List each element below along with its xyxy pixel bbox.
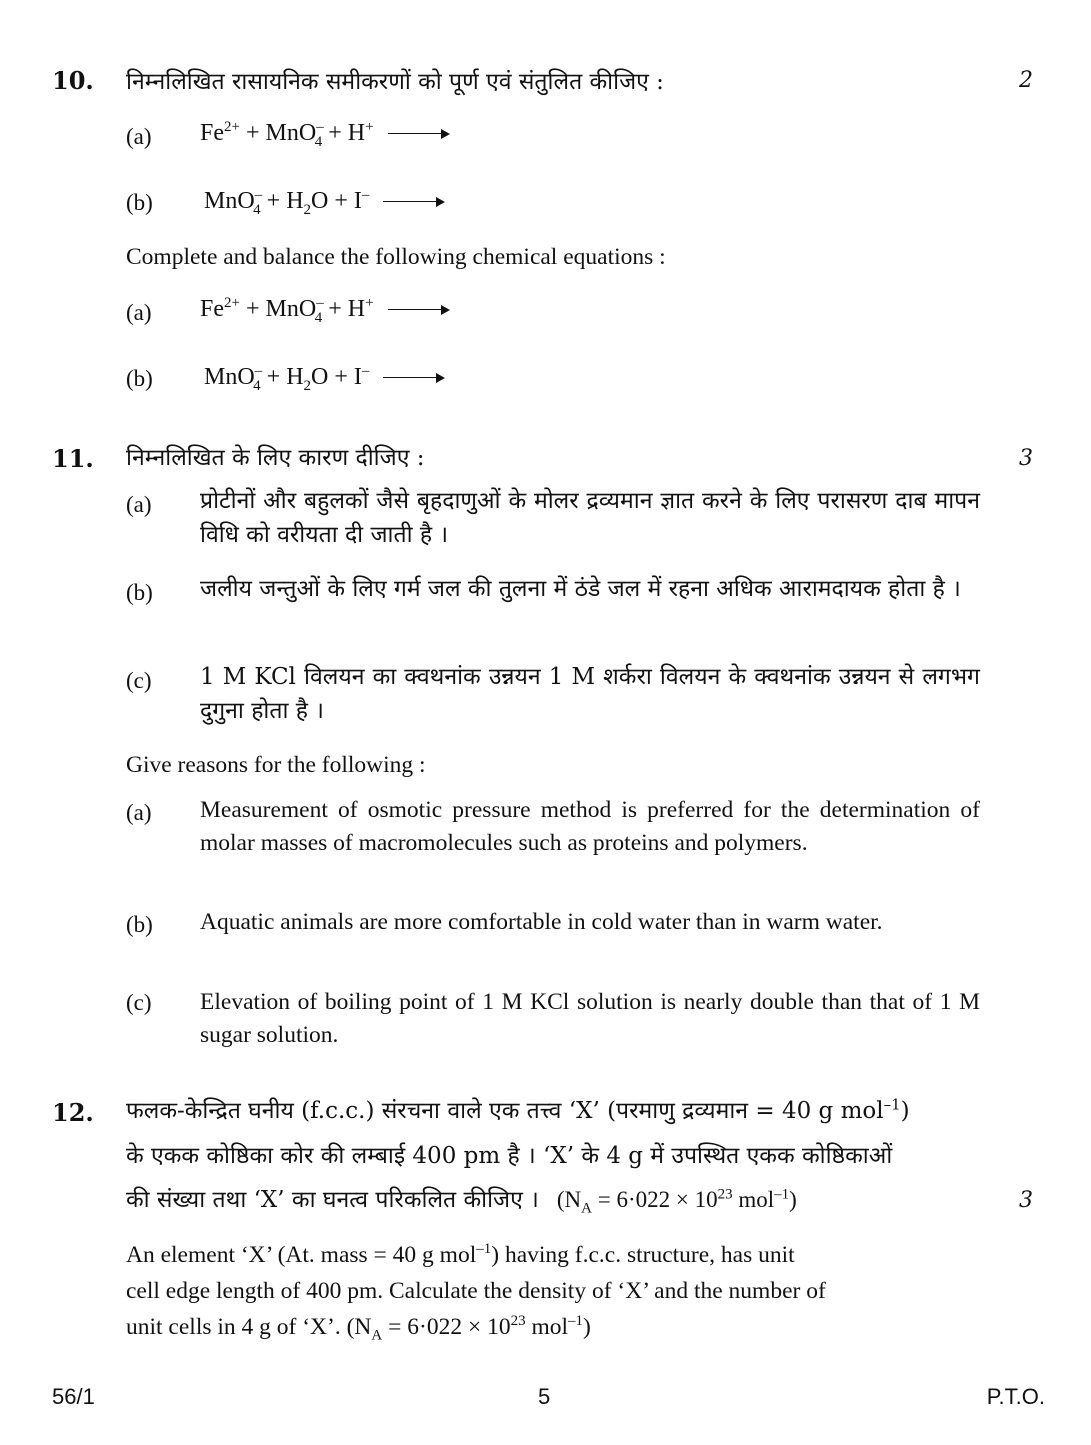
question-12-number: 12. (52, 1098, 94, 1127)
reaction-arrow-icon (383, 197, 445, 207)
question-10-marks: 2 (1019, 68, 1033, 93)
q10-hindi-equation-b: $MnO^-_4 + H_2O + I^-$ (204, 188, 445, 215)
question-12-hindi-line-2: के एकक कोष्ठिका कोर की लम्बाई 400 pm है । ‘X’ के 4 g में उपस्थित एकक कोष्ठिकाओं (126, 1143, 893, 1169)
q10-hindi-equation-a: $Fe^{2+} + MnO^-_4 + H^+$ (200, 120, 450, 147)
q11-english-part-a: Measurement of osmotic pressure method is preferred for the determination of molar masses of macromolecules such as proteins and polymers. (200, 797, 980, 856)
q11-hindi-part-b: जलीय जन्तुओं के लिए गर्म जल की तुलना में ठंडे जल में रहना अधिक आरामदायक होता है । (200, 576, 961, 602)
q10-hindi-label-a: (a) (126, 124, 152, 149)
q11-hindi-label-a: (a) (126, 492, 152, 517)
page-number: 5 (538, 1384, 551, 1409)
please-turn-over: P.T.O. (986, 1384, 1045, 1409)
q10-english-label-a: (a) (126, 300, 152, 325)
q10-hindi-label-b: (b) (126, 190, 153, 215)
question-11-english-stem: Give reasons for the following : (126, 752, 426, 778)
q11-english-label-a: (a) (126, 800, 152, 825)
question-11-number: 11. (52, 444, 94, 473)
question-12-english-line-3: unit cells in 4 g of ‘X’. ($N_A = 6\cdot 022 \times 10^{23}$ mol$^{-1}$) (126, 1313, 591, 1344)
q10-english-label-b: (b) (126, 366, 153, 391)
question-11-hindi-stem: निम्नलिखित के लिए कारण दीजिए : (126, 445, 425, 471)
question-11-marks: 3 (1019, 446, 1033, 471)
q11-english-label-c: (c) (126, 990, 152, 1015)
q11-hindi-label-b: (b) (126, 580, 153, 605)
question-12-hindi-line-3: की संख्या तथा ‘X’ का घनत्व परिकलित कीजिए । ($N_A = 6\cdot 022 \times 10^{23}$ mol$^{-1}$) (126, 1186, 797, 1217)
paper-code: 56/1 (52, 1384, 95, 1409)
q11-hindi-part-a: प्रोटीनों और बहुलकों जैसे बृहदाणुओं के मोलर द्रव्यमान ज्ञात करने के लिए परासरण दाब मापन विधि को वरीयता दी जाती है । (200, 488, 980, 548)
q11-english-label-b: (b) (126, 912, 153, 937)
q11-hindi-part-c: 1 M KCl विलयन का क्वथनांक उन्नयन 1 M शर्करा विलयन के क्वथनांक उन्नयन से लगभग दुगुना होता है । (200, 664, 980, 724)
question-10-hindi-stem: निम्नलिखित रासायनिक समीकरणों को पूर्ण एवं संतुलित कीजिए : (126, 69, 664, 95)
question-12-english-line-2: cell edge length of 400 pm. Calculate the density of ‘X’ and the number of (126, 1278, 826, 1304)
q11-english-part-b: Aquatic animals are more comfortable in cold water than in warm water. (200, 909, 883, 935)
reaction-arrow-icon (383, 373, 445, 383)
q10-english-equation-b: $MnO^-_4 + H_2O + I^-$ (204, 364, 445, 391)
question-12-hindi-line-1: फलक-केन्द्रित घनीय (f.c.c.) संरचना वाले एक तत्त्व ‘X’ (परमाणु द्रव्यमान = 40 g mol$^{-1}$) (126, 1095, 910, 1124)
reaction-arrow-icon (388, 129, 450, 139)
question-12-marks: 3 (1019, 1188, 1033, 1213)
question-10-number: 10. (52, 66, 94, 95)
question-12-english-line-1: An element ‘X’ (At. mass = 40 g mol$^{-1}$) having f.c.c. structure, has unit (126, 1241, 795, 1268)
q10-english-equation-a: $Fe^{2+} + MnO^-_4 + H^+$ (200, 296, 450, 323)
q11-hindi-label-c: (c) (126, 668, 152, 693)
question-10-english-stem: Complete and balance the following chemical equations : (126, 244, 666, 270)
reaction-arrow-icon (388, 305, 450, 315)
q11-english-part-c: Elevation of boiling point of 1 M KCl solution is nearly double than that of 1 M sugar solution. (200, 989, 980, 1048)
